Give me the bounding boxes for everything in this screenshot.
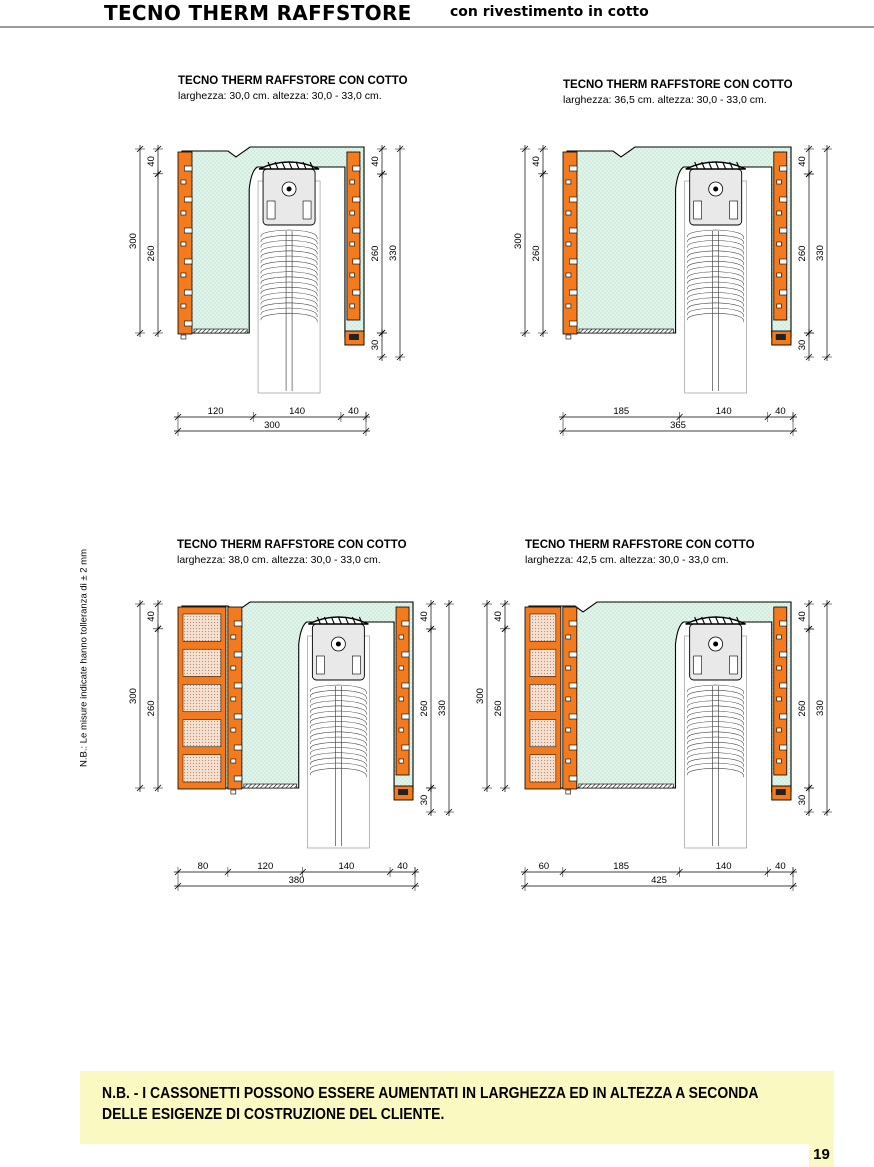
total-width-label: 365: [670, 420, 686, 431]
tile-notch: [569, 652, 577, 657]
dimension-label: 30: [370, 339, 381, 351]
dimension-label: 260: [146, 245, 157, 262]
tile-notch: [566, 242, 571, 246]
panel-title: TECNO THERM RAFFSTORE CON COTTO: [177, 539, 407, 551]
width-segment-label: 120: [207, 406, 224, 417]
total-width-label: 380: [288, 875, 305, 886]
panel-42-5cm: [475, 539, 832, 891]
width-segment-label: 40: [775, 861, 786, 872]
tile-notch: [566, 759, 571, 763]
dimension-label: 40: [797, 156, 808, 167]
tile-notch: [231, 759, 236, 763]
tile-notch: [181, 304, 186, 308]
dimension-label: 30: [419, 794, 430, 806]
panel-title: TECNO THERM RAFFSTORE CON COTTO: [178, 75, 408, 87]
tile-notch: [569, 745, 577, 750]
tile-notch: [566, 790, 571, 794]
dimension-label: 260: [797, 245, 808, 262]
tile-notch: [402, 714, 409, 719]
tile-notch: [777, 242, 782, 246]
tile-notch: [780, 683, 787, 688]
tile-notch: [780, 166, 787, 171]
width-segment-label: 80: [197, 861, 209, 872]
panel-size: larghezza: 36,5 cm. altezza: 30,0 - 33,0 cm.: [563, 94, 767, 106]
tile-notch: [399, 635, 404, 639]
note-line-1: N.B. - I CASSONETTI POSSONO ESSERE AUMENTATI IN LARGHEZZA ED IN ALTEZZA A SECONDA: [102, 1085, 759, 1102]
tile-notch: [234, 745, 242, 750]
dimension-label: 300: [513, 233, 524, 249]
width-segment-label: 185: [613, 861, 630, 872]
panel-size: larghezza: 30,0 cm. altezza: 30,0 - 33,0 cm.: [178, 90, 382, 102]
tile-notch: [181, 273, 186, 277]
tile-notch: [402, 621, 409, 626]
tile-notch: [353, 290, 360, 295]
tile-notch: [350, 304, 355, 308]
dimension-label: 260: [146, 700, 157, 717]
tile-notch: [777, 180, 782, 184]
tile-notch: [234, 683, 242, 688]
tolerance-note: N.B.: Le misure indicate hanno tolleranza di ± 2 mm: [78, 548, 90, 768]
tile-notch: [777, 759, 782, 763]
lintel-strip: [579, 329, 674, 333]
bottom-profile-insert: [776, 334, 786, 340]
tile-notch: [353, 259, 360, 264]
tile-notch: [780, 228, 787, 233]
tile-notch: [231, 790, 236, 794]
tile-notch: [569, 228, 577, 233]
tile-notch: [569, 166, 577, 171]
dimension-label: 40: [797, 611, 808, 622]
lintel-strip: [244, 784, 297, 788]
tile-notch: [780, 652, 787, 657]
panel-38cm: [128, 539, 454, 891]
width-segment-label: 140: [289, 406, 305, 417]
bottom-profile-insert: [349, 334, 359, 340]
tile-notch: [777, 211, 782, 215]
dimension-label: 40: [493, 611, 504, 622]
width-segment-label: 140: [715, 406, 732, 417]
tile-notch: [231, 728, 236, 732]
tile-notch: [402, 745, 409, 750]
tile-notch: [181, 180, 186, 184]
tile-notch: [402, 652, 409, 657]
width-segment-label: 40: [348, 406, 359, 417]
tile-notch: [569, 259, 577, 264]
width-segment-label: 40: [397, 861, 408, 872]
tile-notch: [780, 745, 787, 750]
tile-notch: [402, 683, 409, 688]
tile-notch: [350, 242, 355, 246]
tile-notch: [569, 714, 577, 719]
tile-notch: [234, 776, 242, 781]
tile-notch: [780, 621, 787, 626]
motor-bracket: [352, 656, 360, 674]
tile-notch: [566, 335, 571, 339]
dimension-label: 40: [419, 611, 430, 622]
motor-axle-center: [287, 187, 292, 192]
page-subtitle: con rivestimento in cotto: [450, 4, 649, 20]
panel-title: TECNO THERM RAFFSTORE CON COTTO: [525, 539, 755, 551]
dimension-label: 40: [146, 611, 157, 622]
dimension-label: 330: [815, 245, 826, 261]
brick-hole: [530, 649, 556, 676]
panel-title: TECNO THERM RAFFSTORE CON COTTO: [563, 79, 793, 91]
motor-bracket: [730, 656, 738, 674]
construction-note: [80, 1071, 834, 1144]
motor-bracket: [694, 656, 702, 674]
tile-notch: [234, 621, 242, 626]
tile-notch: [777, 697, 782, 701]
width-segment-label: 40: [775, 406, 786, 417]
tile-notch: [569, 197, 577, 202]
tile-notch: [777, 635, 782, 639]
dimension-label: 260: [419, 700, 430, 717]
brick-hole: [530, 684, 556, 711]
tile-notch: [566, 273, 571, 277]
tile-notch: [569, 776, 577, 781]
motor-bracket: [730, 201, 738, 219]
tile-notch: [350, 211, 355, 215]
tile-notch: [184, 259, 192, 264]
brick-hole: [530, 614, 556, 641]
insulation-body: [567, 147, 791, 337]
motor-axle-center: [713, 187, 718, 192]
dimension-label: 40: [531, 156, 542, 167]
width-segment-label: 120: [257, 861, 274, 872]
page-number: 19: [809, 1144, 834, 1167]
tile-notch: [181, 211, 186, 215]
width-segment-label: 140: [715, 861, 732, 872]
dimension-label: 30: [797, 794, 808, 806]
lintel-strip: [579, 784, 674, 788]
dimension-label: 40: [370, 156, 381, 167]
tile-notch: [566, 211, 571, 215]
tile-notch: [184, 166, 192, 171]
width-segment-label: 140: [338, 861, 355, 872]
dimension-label: 260: [370, 245, 381, 262]
dimension-label: 300: [475, 688, 486, 704]
tile-notch: [184, 228, 192, 233]
dimension-label: 260: [797, 700, 808, 717]
dimension-label: 330: [815, 700, 826, 716]
width-segment-label: 185: [613, 406, 630, 417]
tile-notch: [231, 635, 236, 639]
dimension-label: 260: [493, 700, 504, 717]
total-width-label: 425: [651, 875, 667, 886]
note-line-2: DELLE ESIGENZE DI COSTRUZIONE DEL CLIENTE.: [102, 1106, 445, 1123]
tile-notch: [566, 697, 571, 701]
tile-notch: [350, 273, 355, 277]
tile-notch: [566, 304, 571, 308]
tile-notch: [399, 697, 404, 701]
panel-36-5cm: [513, 79, 832, 436]
tile-notch: [780, 714, 787, 719]
dimension-label: 30: [797, 339, 808, 351]
tile-notch: [350, 180, 355, 184]
tile-notch: [231, 697, 236, 701]
total-width-label: 300: [264, 420, 280, 431]
dimension-label: 40: [146, 156, 157, 167]
tile-notch: [777, 304, 782, 308]
dimension-label: 300: [128, 233, 139, 249]
motor-axle-center: [713, 642, 718, 647]
panel-30cm: [128, 75, 408, 436]
motor-bracket: [316, 656, 324, 674]
tile-notch: [231, 666, 236, 670]
tile-notch: [780, 197, 787, 202]
width-segment-label: 60: [538, 861, 550, 872]
tile-notch: [353, 166, 360, 171]
tile-notch: [777, 666, 782, 670]
tile-notch: [566, 180, 571, 184]
tile-notch: [353, 197, 360, 202]
tile-notch: [569, 290, 577, 295]
tile-notch: [184, 290, 192, 295]
bottom-profile-insert: [398, 789, 408, 795]
dimension-label: 300: [128, 688, 139, 704]
dimension-label: 330: [388, 245, 399, 261]
tile-notch: [184, 197, 192, 202]
tile-notch: [569, 683, 577, 688]
tile-notch: [780, 290, 787, 295]
panel-size: larghezza: 38,0 cm. altezza: 30,0 - 33,0 cm.: [177, 554, 381, 566]
motor-bracket: [267, 201, 275, 219]
brick-hole: [183, 684, 221, 711]
brick-hole: [183, 649, 221, 676]
tile-notch: [234, 652, 242, 657]
tile-notch: [181, 242, 186, 246]
brick-hole: [530, 755, 556, 782]
tile-notch: [566, 728, 571, 732]
tile-notch: [777, 273, 782, 277]
dimension-label: 330: [437, 700, 448, 716]
tile-notch: [777, 728, 782, 732]
tile-notch: [780, 259, 787, 264]
dimension-label: 260: [531, 245, 542, 262]
brick-hole: [183, 614, 221, 641]
tile-notch: [566, 666, 571, 670]
tile-notch: [353, 228, 360, 233]
tile-notch: [399, 728, 404, 732]
bottom-profile-insert: [776, 789, 786, 795]
tile-notch: [569, 321, 577, 326]
panel-size: larghezza: 42,5 cm. altezza: 30,0 - 33,0 cm.: [525, 554, 729, 566]
brick-hole: [530, 720, 556, 747]
brick-hole: [183, 720, 221, 747]
tile-notch: [184, 321, 192, 326]
tile-notch: [569, 621, 577, 626]
motor-bracket: [303, 201, 311, 219]
tile-notch: [181, 335, 186, 339]
tile-notch: [566, 635, 571, 639]
brick-hole: [183, 755, 221, 782]
motor-axle-center: [336, 642, 341, 647]
tile-notch: [399, 666, 404, 670]
lintel-strip: [194, 329, 247, 333]
page-title: TECNO THERM RAFFSTORE: [104, 1, 412, 25]
tile-notch: [234, 714, 242, 719]
tile-notch: [399, 759, 404, 763]
motor-bracket: [694, 201, 702, 219]
